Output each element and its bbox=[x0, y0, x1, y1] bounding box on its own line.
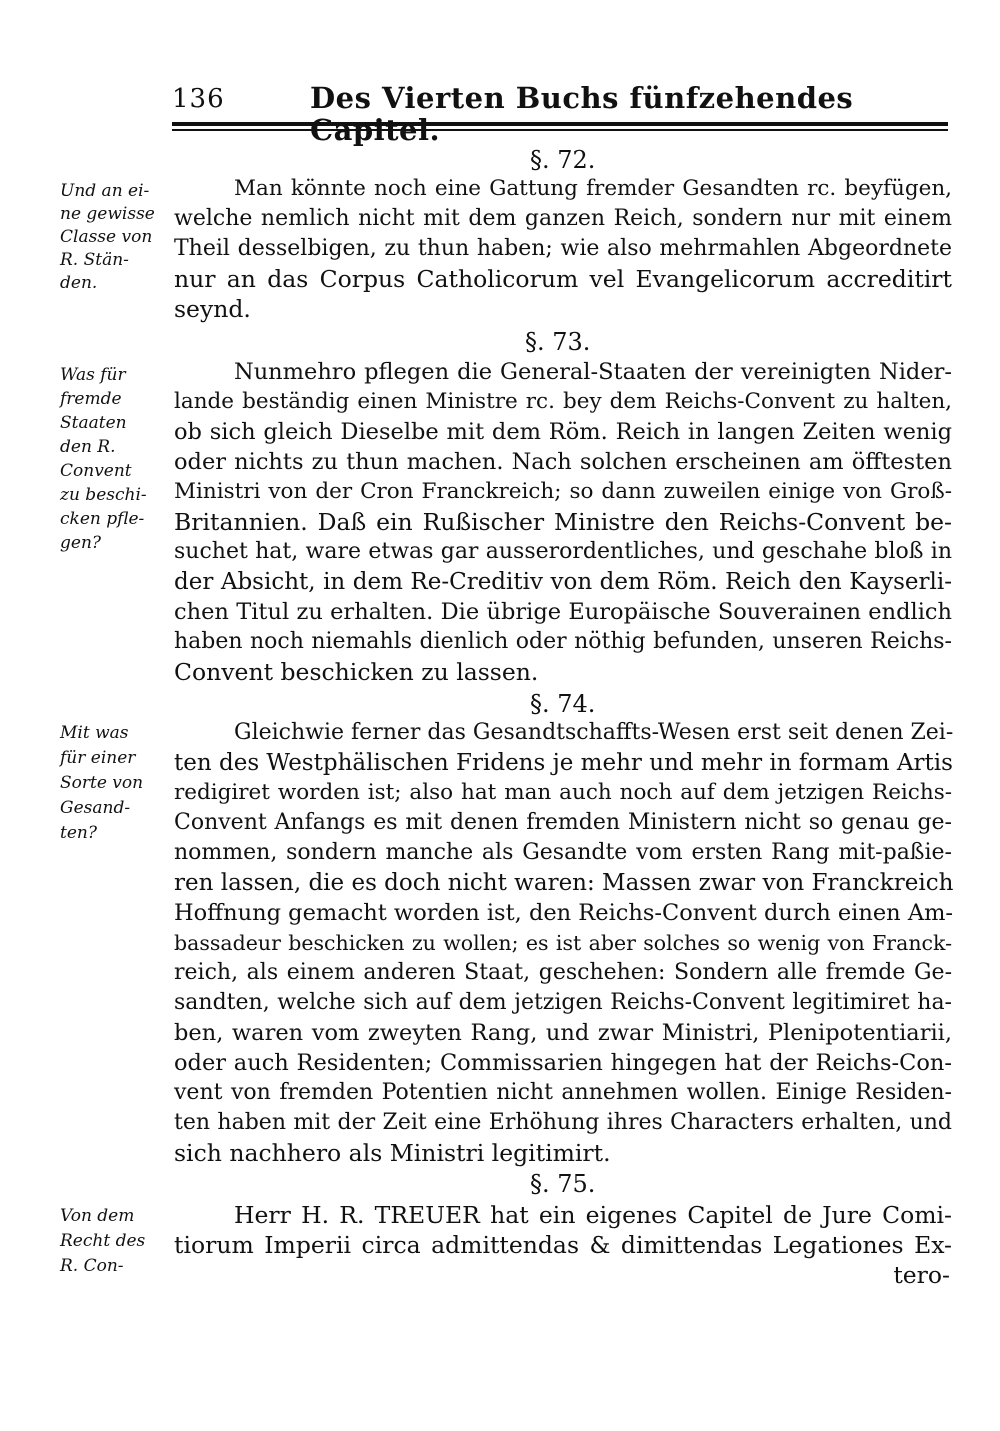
margin-note-line: Von dem bbox=[60, 1206, 135, 1226]
text-line: lande beständig einen Ministre rc. bey dem Reichs-Convent zu halten, bbox=[174, 389, 952, 414]
text-line: seynd. bbox=[174, 295, 251, 323]
text-line: Man könnte noch eine Gattung fremder Gesandten rc. beyfügen, bbox=[234, 176, 952, 201]
margin-note-line: für einer bbox=[60, 748, 136, 768]
catchword: tero- bbox=[893, 1261, 950, 1289]
text-line: sandten, welche sich auf dem jetzigen Reichs-Convent legitimiret ha- bbox=[174, 990, 952, 1015]
margin-note-line: zu beschi- bbox=[60, 485, 147, 505]
text-line: ren lassen, die es doch nicht waren: Massen zwar von Franckreich bbox=[174, 870, 954, 896]
text-line: Herr H. R. TREUER hat ein eigenes Capitel de Jure Comi- bbox=[234, 1201, 952, 1229]
header-rule-thin bbox=[172, 129, 948, 131]
text-line: ben, waren vom zweyten Rang, und zwar Ministri, Plenipotentiarii, bbox=[174, 1020, 952, 1046]
margin-note-line: den. bbox=[60, 273, 98, 293]
text-line: sich nachhero als Ministri legitimirt. bbox=[174, 1139, 611, 1167]
text-line: ten haben mit der Zeit eine Erhöhung ihres Characters erhalten, und bbox=[174, 1110, 952, 1135]
text-line: Convent Anfangs es mit denen fremden Ministern nicht so genau ge- bbox=[174, 810, 952, 835]
text-line: reich, als einem anderen Staat, geschehen: Sondern alle fremde Ge- bbox=[174, 960, 952, 985]
text-line: redigiret worden ist; also hat man auch noch auf dem jetzigen Reichs- bbox=[174, 780, 952, 805]
text-line: Convent beschicken zu lassen. bbox=[174, 658, 539, 686]
margin-note-line: Classe von bbox=[60, 227, 153, 247]
running-head: Des Vierten Buchs fünfzehendes bbox=[310, 81, 854, 115]
text-line: Nunmehro pflegen die General-Staaten der vereinigten Nider- bbox=[234, 359, 952, 385]
margin-note-line: Recht des bbox=[60, 1231, 146, 1251]
text-line: tiorum Imperii circa admittendas & dimittendas Legationes Ex- bbox=[174, 1231, 952, 1259]
section-mark-75: §. 75. bbox=[530, 1170, 596, 1198]
text-line: ob sich gleich Dieselbe mit dem Röm. Reich in langen Zeiten wenig bbox=[174, 419, 952, 445]
section-mark-73: §. 73. bbox=[525, 328, 591, 356]
text-line: haben noch niemahls dienlich oder nöthig befunden, unseren Reichs- bbox=[174, 629, 952, 654]
text-line: oder nichts zu thun machen. Nach solchen erscheinen am öfftesten bbox=[174, 449, 952, 475]
page-number: 136 bbox=[172, 84, 225, 114]
margin-note-line: R. Stän- bbox=[60, 250, 129, 270]
margin-note-line: den R. bbox=[60, 437, 116, 457]
text-line: vent von fremden Potentien nicht annehmen wollen. Einige Residen- bbox=[174, 1080, 952, 1105]
text-line: Hoffnung gemacht worden ist, den Reichs-Convent durch einen Am- bbox=[174, 900, 954, 926]
margin-note-line: R. Con- bbox=[60, 1256, 124, 1276]
margin-note-line: cken pfle- bbox=[60, 509, 145, 529]
text-line: suchet hat, ware etwas gar ausserordentliches, und geschahe bloß in bbox=[174, 539, 952, 564]
text-line: Ministri von der Cron Franckreich; so dann zuweilen einige von Groß- bbox=[174, 479, 952, 504]
section-mark-72: §. 72. bbox=[530, 146, 596, 174]
margin-note-line: ten? bbox=[60, 823, 97, 843]
text-line: bassadeur beschicken zu wollen; es ist aber solches so wenig von Franck- bbox=[174, 931, 952, 955]
margin-note-line: Gesand- bbox=[60, 798, 131, 818]
text-line: Gleichwie ferner das Gesandtschaffts-Wesen erst seit denen Zei- bbox=[234, 720, 954, 745]
text-line: chen Titul zu erhalten. Die übrige Europäische Souverainen endlich bbox=[174, 599, 952, 625]
section-mark-74: §. 74. bbox=[530, 690, 596, 718]
text-line: nur an das Corpus Catholicorum vel Evangelicorum accreditirt bbox=[174, 265, 952, 293]
margin-note-line: Sorte von bbox=[60, 773, 144, 793]
text-line: Britannien. Daß ein Rußischer Ministre den Reichs-Convent be- bbox=[174, 508, 952, 536]
text-line: oder auch Residenten; Commissarien hingegen hat der Reichs-Con- bbox=[174, 1050, 952, 1076]
text-line: ten des Westphälischen Fridens je mehr und mehr in formam Artis bbox=[174, 750, 953, 776]
text-line: nommen, sondern manche als Gesandte vom ersten Rang mit-paßie- bbox=[174, 840, 952, 865]
margin-note-line: Mit was bbox=[60, 723, 129, 743]
header-rule-thick bbox=[172, 122, 948, 126]
text-line: welche nemlich nicht mit dem ganzen Reich, sondern nur mit einem bbox=[174, 206, 952, 231]
margin-note-line: Convent bbox=[60, 461, 132, 481]
text-line: Theil desselbigen, zu thun haben; wie also mehrmahlen Abgeordnete bbox=[174, 236, 952, 261]
margin-note-line: gen? bbox=[60, 533, 102, 553]
margin-note-line: fremde bbox=[60, 389, 122, 409]
page-header bbox=[172, 78, 952, 120]
margin-note-line: Und an ei- bbox=[60, 181, 150, 201]
text-line: der Absicht, in dem Re-Creditiv von dem Röm. Reich den Kayserli- bbox=[174, 569, 952, 595]
margin-note-line: ne gewisse bbox=[60, 204, 155, 224]
margin-note-line: Staaten bbox=[60, 413, 127, 433]
margin-note-line: Was für bbox=[60, 365, 126, 385]
